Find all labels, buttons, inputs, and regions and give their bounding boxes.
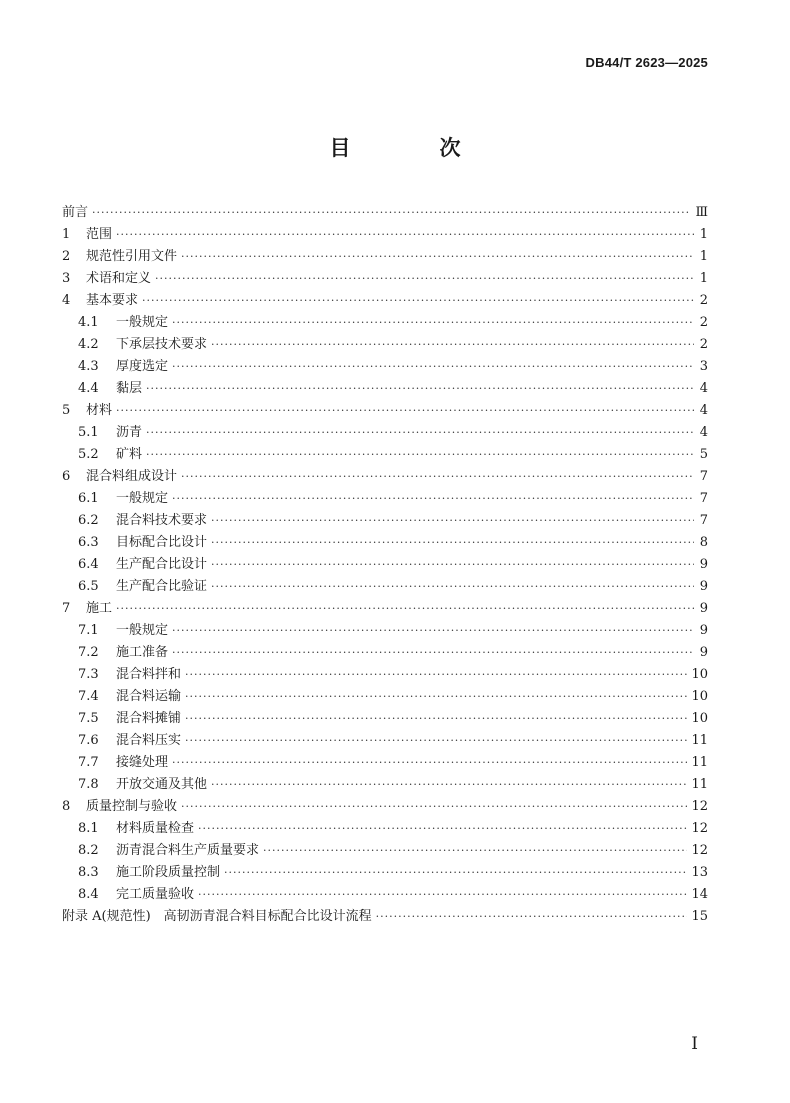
toc-entry-page: 11 bbox=[691, 755, 708, 770]
toc-entry-page: 4 bbox=[699, 381, 708, 396]
toc-entry-number: 7.6 bbox=[78, 733, 99, 748]
toc-dot-leader bbox=[172, 752, 687, 774]
toc-entry[interactable] bbox=[62, 510, 708, 532]
toc-entry[interactable] bbox=[62, 488, 708, 510]
toc-entry[interactable] bbox=[62, 246, 708, 268]
toc-entry-label: 生产配合比设计 bbox=[116, 557, 208, 572]
toc-dot-leader bbox=[263, 840, 687, 862]
toc-entry-number: 7.1 bbox=[78, 623, 99, 638]
toc-dot-leader bbox=[116, 224, 694, 246]
toc-dot-leader bbox=[211, 774, 687, 796]
toc-dot-leader bbox=[211, 532, 694, 554]
toc-entry-number: 7.2 bbox=[78, 645, 99, 660]
toc-entry[interactable] bbox=[62, 444, 708, 466]
toc-entry[interactable] bbox=[62, 290, 708, 312]
toc-entry-number: 6.1 bbox=[78, 491, 99, 506]
toc-entry-page: 1 bbox=[699, 227, 708, 242]
toc-entry[interactable] bbox=[62, 576, 708, 598]
toc-title: 目 次 bbox=[329, 136, 495, 160]
toc-entry-page: 10 bbox=[691, 689, 708, 704]
toc-dot-leader bbox=[172, 642, 694, 664]
toc-dot-leader bbox=[185, 730, 687, 752]
toc-dot-leader bbox=[181, 796, 687, 818]
toc-entry-number: 7.5 bbox=[78, 711, 99, 726]
toc-entry-label: 附录 A(规范性) 高韧沥青混合料目标配合比设计流程 bbox=[62, 909, 372, 924]
document-code: DB44/T 2623—2025 bbox=[585, 55, 708, 70]
toc-entry[interactable] bbox=[62, 708, 708, 730]
toc-entry-number: 7 bbox=[62, 601, 71, 616]
toc-dot-leader bbox=[146, 378, 694, 400]
toc-entry-page: Ⅲ bbox=[695, 205, 708, 220]
toc-entry-number: 5 bbox=[62, 403, 71, 418]
toc-entry-page: 4 bbox=[699, 403, 708, 418]
toc-dot-leader bbox=[185, 686, 687, 708]
toc-entry-page: 12 bbox=[691, 799, 708, 814]
toc-dot-leader bbox=[181, 246, 694, 268]
toc-entry[interactable] bbox=[62, 378, 708, 400]
toc-entry-label: 范围 bbox=[86, 227, 113, 242]
toc-entry-page: 7 bbox=[699, 469, 708, 484]
toc-dot-leader bbox=[92, 202, 691, 224]
toc-entry-number: 5.1 bbox=[78, 425, 99, 440]
toc-entry-number: 8.4 bbox=[78, 887, 99, 902]
toc-entry[interactable] bbox=[62, 400, 708, 422]
toc-entry[interactable] bbox=[62, 730, 708, 752]
toc-entry[interactable] bbox=[62, 312, 708, 334]
toc-dot-leader bbox=[172, 312, 694, 334]
toc-entry-page: 12 bbox=[691, 843, 708, 858]
toc-dot-leader bbox=[211, 510, 694, 532]
toc-entry[interactable] bbox=[62, 906, 708, 928]
toc-entry-label: 施工 bbox=[86, 601, 113, 616]
toc-entry-page: 2 bbox=[699, 293, 708, 308]
toc-entry[interactable] bbox=[62, 642, 708, 664]
toc-dot-leader bbox=[172, 356, 694, 378]
toc-entry-label: 一般规定 bbox=[116, 623, 169, 638]
toc-entry-number: 6.4 bbox=[78, 557, 99, 572]
toc-entry-page: 9 bbox=[699, 645, 708, 660]
toc-entry-page: 7 bbox=[699, 491, 708, 506]
toc-entry-page: 9 bbox=[699, 557, 708, 572]
toc-entry[interactable] bbox=[62, 598, 708, 620]
toc-entry-page: 5 bbox=[699, 447, 708, 462]
toc-entry[interactable] bbox=[62, 268, 708, 290]
toc-dot-leader bbox=[142, 290, 694, 312]
toc-entry-label: 施工阶段质量控制 bbox=[116, 865, 221, 880]
toc-entry-label: 黏层 bbox=[116, 381, 143, 396]
toc-entry[interactable] bbox=[62, 554, 708, 576]
toc-entry-number: 6 bbox=[62, 469, 71, 484]
toc-entry-label: 术语和定义 bbox=[86, 271, 152, 286]
toc-dot-leader bbox=[211, 576, 694, 598]
toc-dot-leader bbox=[172, 620, 694, 642]
toc-entry-label: 混合料运输 bbox=[116, 689, 182, 704]
toc-entry-number: 6.5 bbox=[78, 579, 99, 594]
toc-entry-number: 6.2 bbox=[78, 513, 99, 528]
toc-entry-label: 混合料压实 bbox=[116, 733, 182, 748]
toc-entry[interactable] bbox=[62, 884, 708, 906]
toc-entry-label: 材料质量检查 bbox=[116, 821, 195, 836]
toc-entry-label: 一般规定 bbox=[116, 315, 169, 330]
toc-dot-leader bbox=[116, 598, 694, 620]
toc-entry-page: 11 bbox=[691, 777, 708, 792]
toc-entry-label: 目标配合比设计 bbox=[116, 535, 208, 550]
toc-entry-label: 基本要求 bbox=[86, 293, 139, 308]
toc-entry-number: 7.3 bbox=[78, 667, 99, 682]
toc-entry-page: 14 bbox=[691, 887, 708, 902]
toc-entry-page: 10 bbox=[691, 667, 708, 682]
toc-entry-label: 沥青混合料生产质量要求 bbox=[116, 843, 260, 858]
toc-dot-leader bbox=[198, 818, 687, 840]
toc-entry-page: 2 bbox=[699, 315, 708, 330]
toc-dot-leader bbox=[185, 708, 687, 730]
toc-entry-number: 4.4 bbox=[78, 381, 99, 396]
toc-dot-leader bbox=[211, 554, 694, 576]
toc-entry-number: 1 bbox=[62, 227, 71, 242]
toc-entry[interactable] bbox=[62, 620, 708, 642]
toc-entry-label: 质量控制与验收 bbox=[86, 799, 178, 814]
toc-entry-number: 8 bbox=[62, 799, 71, 814]
toc-entry[interactable] bbox=[62, 664, 708, 686]
toc-entry-label: 施工准备 bbox=[116, 645, 169, 660]
toc-entry-number: 3 bbox=[62, 271, 71, 286]
toc-entry-page: 2 bbox=[699, 337, 708, 352]
toc-entry-label: 规范性引用文件 bbox=[86, 249, 178, 264]
toc-dot-leader bbox=[181, 466, 694, 488]
toc-entry[interactable] bbox=[62, 334, 708, 356]
toc-entry[interactable] bbox=[62, 532, 708, 554]
toc-entry-number: 7.4 bbox=[78, 689, 99, 704]
toc-entry-number: 6.3 bbox=[78, 535, 99, 550]
toc-entry-number: 4.3 bbox=[78, 359, 99, 374]
toc-entry-page: 1 bbox=[699, 249, 708, 264]
toc-entry[interactable] bbox=[62, 796, 708, 818]
page-number: I bbox=[691, 1034, 698, 1054]
toc-entry[interactable] bbox=[62, 818, 708, 840]
toc-entry-label: 厚度选定 bbox=[116, 359, 169, 374]
toc-entry-page: 11 bbox=[691, 733, 708, 748]
toc-entry-page: 10 bbox=[691, 711, 708, 726]
toc-entry-label: 下承层技术要求 bbox=[116, 337, 208, 352]
toc-dot-leader bbox=[211, 334, 694, 356]
toc-entry[interactable] bbox=[62, 356, 708, 378]
toc-entry-label: 前言 bbox=[62, 205, 89, 220]
toc-entry-number: 8.2 bbox=[78, 843, 99, 858]
toc-entry-label: 混合料技术要求 bbox=[116, 513, 208, 528]
toc-entry-page: 12 bbox=[691, 821, 708, 836]
toc-entry-page: 4 bbox=[699, 425, 708, 440]
toc-entry-number: 4.1 bbox=[78, 315, 99, 330]
toc-entry-number: 4 bbox=[62, 293, 71, 308]
toc-entry-label: 一般规定 bbox=[116, 491, 169, 506]
toc-entry-label: 接缝处理 bbox=[116, 755, 169, 770]
toc-entry[interactable] bbox=[62, 466, 708, 488]
toc-entry-label: 矿料 bbox=[116, 447, 143, 462]
toc-entry[interactable] bbox=[62, 774, 708, 796]
toc-entry-number: 7.8 bbox=[78, 777, 99, 792]
toc-entry[interactable] bbox=[62, 422, 708, 444]
toc-entry-page: 9 bbox=[699, 601, 708, 616]
toc-entry-page: 1 bbox=[699, 271, 708, 286]
toc-entry-page: 15 bbox=[691, 909, 708, 924]
toc-entry-page: 9 bbox=[699, 579, 708, 594]
toc-dot-leader bbox=[376, 906, 688, 928]
toc-entry[interactable] bbox=[62, 224, 708, 246]
toc-entry-label: 生产配合比验证 bbox=[116, 579, 208, 594]
toc-dot-leader bbox=[146, 422, 694, 444]
toc-entry-number: 8.3 bbox=[78, 865, 99, 880]
toc-entry[interactable] bbox=[62, 840, 708, 862]
toc-entry-number: 7.7 bbox=[78, 755, 99, 770]
toc-entry[interactable] bbox=[62, 202, 708, 224]
toc-entry[interactable] bbox=[62, 686, 708, 708]
toc-entry-number: 2 bbox=[62, 249, 71, 264]
toc-entry-number: 5.2 bbox=[78, 447, 99, 462]
toc-entry-page: 9 bbox=[699, 623, 708, 638]
toc-dot-leader bbox=[224, 862, 687, 884]
toc-dot-leader bbox=[155, 268, 694, 290]
toc-dot-leader bbox=[172, 488, 694, 510]
toc-entry-label: 混合料组成设计 bbox=[86, 469, 178, 484]
toc-entry-page: 8 bbox=[699, 535, 708, 550]
toc-entry-label: 混合料摊铺 bbox=[116, 711, 182, 726]
toc-entry[interactable] bbox=[62, 862, 708, 884]
toc-dot-leader bbox=[198, 884, 687, 906]
toc-entry-number: 8.1 bbox=[78, 821, 99, 836]
toc-entry-label: 沥青 bbox=[116, 425, 143, 440]
toc-entry-label: 材料 bbox=[86, 403, 113, 418]
toc-entry-label: 完工质量验收 bbox=[116, 887, 195, 902]
toc-dot-leader bbox=[146, 444, 694, 466]
toc-entry-label: 混合料拌和 bbox=[116, 667, 182, 682]
table-of-contents bbox=[62, 202, 708, 928]
toc-entry-label: 开放交通及其他 bbox=[116, 777, 208, 792]
toc-entry-page: 7 bbox=[699, 513, 708, 528]
toc-entry[interactable] bbox=[62, 752, 708, 774]
toc-dot-leader bbox=[116, 400, 694, 422]
toc-entry-number: 4.2 bbox=[78, 337, 99, 352]
toc-entry-page: 13 bbox=[691, 865, 708, 880]
toc-dot-leader bbox=[185, 664, 687, 686]
toc-entry-page: 3 bbox=[699, 359, 708, 374]
